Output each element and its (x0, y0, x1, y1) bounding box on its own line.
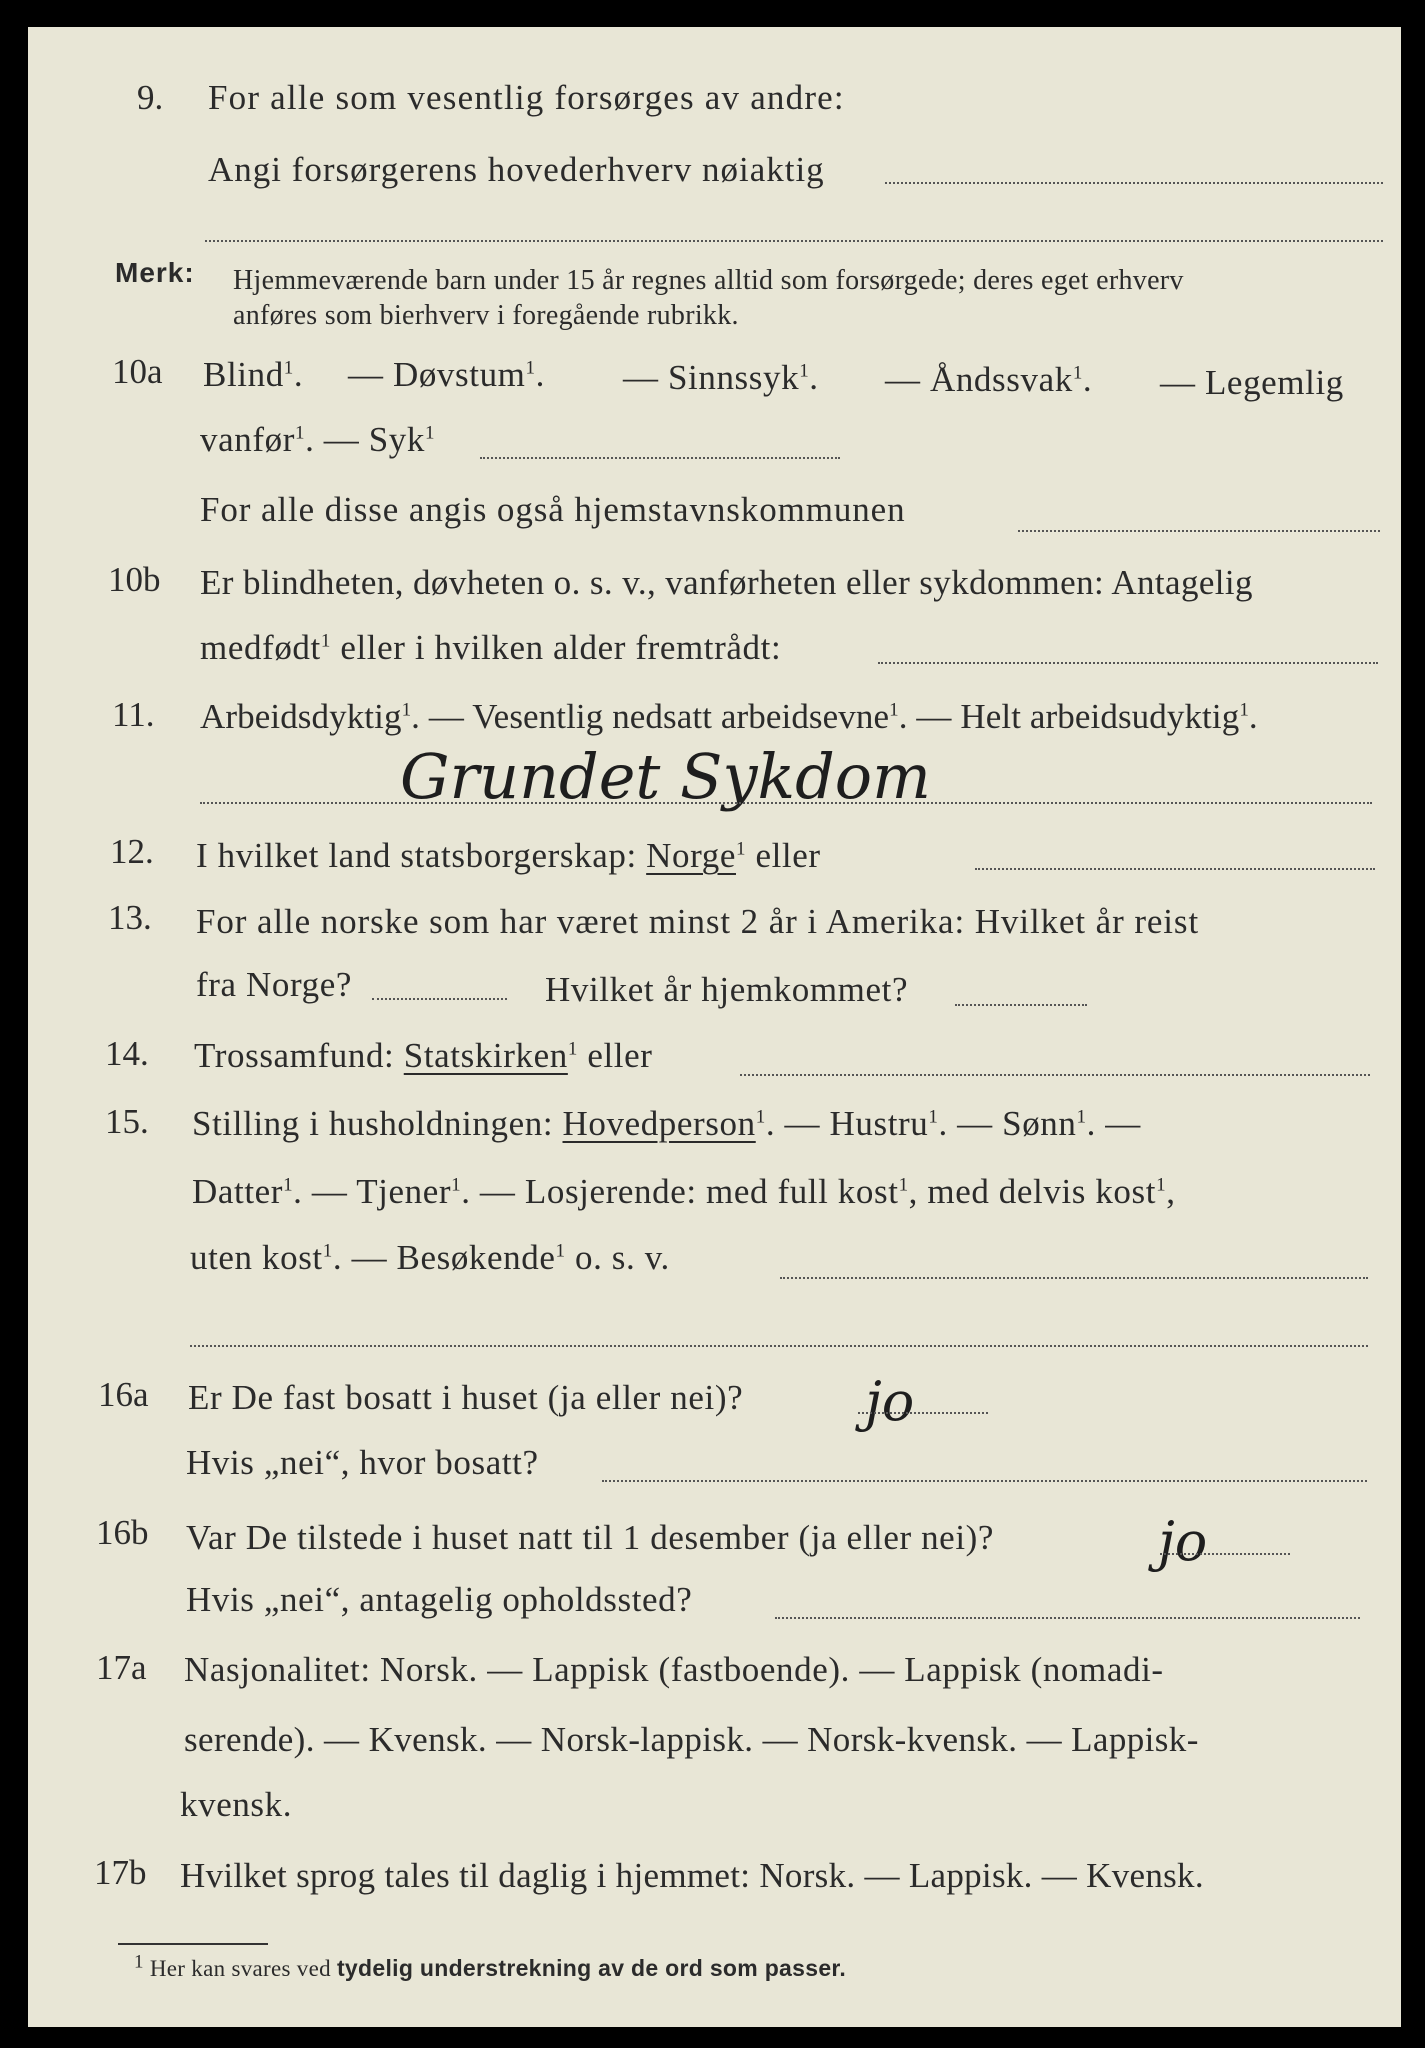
q9-line2: Angi forsørgerens hovederhverv nøiaktig (208, 150, 825, 189)
q16a-line2: Hvis „nei“, hvor bosatt? (186, 1443, 539, 1482)
q9-line1: For alle som vesentlig forsørges av andre: (208, 78, 845, 117)
q11-arbeidsdyktig: Arbeidsdyktig (200, 697, 402, 736)
footnote-bold: tydelig understrekning av de ord som passer. (336, 1955, 847, 1981)
q10b-medfodt: medfødt (200, 628, 321, 667)
q17a-line2: serende). — Kvensk. — Norsk-lappisk. — Norsk-kvensk. — Lappisk- (184, 1720, 1199, 1759)
q10a-vanfor: vanfør (200, 420, 295, 459)
sup-mark: 1 (451, 1174, 462, 1196)
sup-mark: 1 (898, 1174, 909, 1196)
q10a-sinnssyk-text: — Sinnssyk (623, 358, 800, 397)
q15-losjerende: . — Losjerende: med full kost (461, 1172, 899, 1211)
sup-mark: 1 (1156, 1174, 1167, 1196)
q16a-handwritten-answer: jo (865, 1370, 915, 1433)
q12-norge: Norge (646, 836, 736, 875)
q16a-number: 16a (98, 1375, 149, 1414)
q15-delvis: , med delvis kost (908, 1172, 1157, 1211)
q10b-answer-line (878, 662, 1378, 664)
q15-uten: uten kost (190, 1238, 323, 1277)
q10a-syk-line (480, 457, 840, 459)
sup-mark: 1 (755, 1106, 766, 1128)
q16a-line1: Er De fast bosatt i huset (ja eller nei)? (188, 1378, 744, 1417)
q13-fra-line (372, 998, 507, 1000)
q16b-line2: Hvis „nei“, antagelig opholdssted? (186, 1580, 693, 1619)
q16b-handwritten-answer: jo (1158, 1510, 1208, 1573)
q15-pre: Stilling i husholdningen: (192, 1104, 554, 1143)
q17a-line1: Nasjonalitet: Norsk. — Lappisk (fastboende). — Lappisk (nomadi- (184, 1650, 1164, 1689)
q10a-line3: For alle disse angis også hjemstavnskommunen (200, 490, 906, 529)
q13-hjem: Hvilket år hjemkommet? (545, 970, 909, 1009)
merk-label: Merk: (115, 257, 195, 288)
q14-statskirken: Statskirken (403, 1036, 568, 1075)
q15-comma: , (1166, 1172, 1176, 1211)
q15-number: 15. (105, 1102, 149, 1141)
q10a-line2: vanfør$^1$. — Syk$^1$ (200, 420, 436, 459)
sup-mark: 1 (294, 422, 306, 444)
q15-datter: Datter (192, 1172, 284, 1211)
q10a-sinnssyk: — Sinnssyk$^1$. (623, 358, 819, 397)
q12-eller: eller (755, 836, 821, 875)
q11-answer-line (200, 802, 1372, 804)
q14-number: 14. (105, 1034, 149, 1073)
q10a-andssvak: — Åndssvak$^1$. (885, 360, 1093, 399)
q13-fra: fra Norge? (196, 965, 352, 1004)
q10a-syk: — Syk (323, 420, 425, 459)
sup-mark: 1 (322, 1240, 333, 1262)
q15-answer-line-2 (190, 1345, 1368, 1347)
q16b-opholdssted-line (775, 1617, 1360, 1619)
sup-mark: 1 (525, 357, 536, 379)
sup-mark: 1 (1072, 362, 1083, 384)
q17b-number: 17b (94, 1853, 147, 1892)
q15-hovedperson: Hovedperson (562, 1104, 756, 1143)
sup-mark: 1 (283, 357, 294, 379)
sup-mark: 1 (1076, 1106, 1087, 1128)
sup-mark: 1 (320, 630, 331, 652)
q10a-number: 10a (112, 352, 163, 391)
q13-line1: For alle norske som har været minst 2 år i Amerika: Hvilket år reist (196, 902, 1200, 941)
q14-eller: eller (587, 1036, 653, 1075)
q10a-dovstum: — Døvstum$^1$. (348, 355, 545, 394)
q11-handwritten-answer: Grundet Sykdom (400, 740, 931, 813)
q10a-line1: Blind$^1$. (203, 355, 304, 394)
sup-mark: 1 (401, 699, 412, 721)
footnote (134, 1951, 847, 1982)
q10a-andssvak-text: — Åndssvak (885, 360, 1073, 399)
q15-dash: . — (1086, 1104, 1141, 1143)
q12-answer-line (975, 868, 1375, 870)
q9-answer-line-2 (205, 240, 1383, 242)
q16b-line1: Var De tilstede i huset natt til 1 desember (ja eller nei)? (186, 1518, 995, 1557)
q15-line3 (190, 1238, 670, 1278)
q15-hustru: . — Hustru (765, 1104, 929, 1143)
q14-answer-line (740, 1074, 1370, 1076)
q10a-legemlig: — Legemlig (1160, 363, 1344, 402)
sup-mark: 1 (736, 838, 747, 860)
footnote-pre: Her kan svares ved (149, 1956, 331, 1981)
sup-mark: 1 (555, 1240, 566, 1262)
q11-vesentlig: . — Vesentlig nedsatt arbeidsevne (411, 697, 890, 736)
q17b-line1: Hvilket sprog tales til daglig i hjemmet: Norsk. — Lappisk. — Kvensk. (180, 1856, 1204, 1895)
q11-line1: Arbeidsdyktig$^1$. — Vesentlig nedsatt arbeidsevne$^1$. — Helt arbeidsudyktig$^1$. (200, 697, 1258, 736)
q16b-number: 16b (96, 1513, 149, 1552)
q10b-line1: Er blindheten, døvheten o. s. v., vanførheten eller sykdommen: Antagelig (200, 563, 1253, 602)
q10b-number: 10b (108, 560, 161, 599)
q10b-rest: eller i hvilken alder fremtrådt: (340, 628, 782, 667)
q14-line (194, 1036, 653, 1076)
q10b-line2 (200, 628, 781, 668)
q15-osv: o. s. v. (574, 1238, 670, 1277)
q9-answer-line-1 (885, 182, 1383, 184)
q15-besokende: . — Besøkende (332, 1238, 556, 1277)
q14-pre: Trossamfund: (194, 1036, 395, 1075)
merk-line2: anføres som bierhverv i foregående rubrikk. (233, 300, 739, 331)
q11-number: 11. (112, 695, 155, 734)
q12-pre: I hvilket land statsborgerskap: (196, 836, 637, 875)
q16a-bosatt-line (602, 1480, 1367, 1482)
q16a-answer-line (858, 1412, 988, 1414)
footnote-rule (118, 1943, 268, 1945)
sup-mark: 1 (567, 1038, 578, 1060)
q17a-line3: kvensk. (180, 1785, 293, 1824)
q15-tjener: . — Tjener (293, 1172, 452, 1211)
q12-number: 12. (110, 832, 154, 871)
sup-mark: 1 (928, 1106, 939, 1128)
q15-sonn: . — Sønn (938, 1104, 1077, 1143)
q13-number: 13. (108, 898, 152, 937)
q10a-blind: Blind (203, 355, 284, 394)
q11-helt: . — Helt arbeidsudyktig (898, 697, 1240, 736)
merk-line1: Hjemmeværende barn under 15 år regnes alltid som forsørgede; deres eget erhverv (233, 265, 1184, 296)
q13-hjem-line (955, 1004, 1087, 1006)
q12-line (196, 836, 821, 876)
footnote-mark: 1 (134, 1951, 144, 1973)
q10a-answer-line (1018, 530, 1380, 532)
q17a-number: 17a (96, 1648, 147, 1687)
q10a-dovstum-text: — Døvstum (348, 355, 526, 394)
q16b-answer-line (1160, 1553, 1290, 1555)
sup-mark: 1 (424, 422, 436, 444)
sup-mark: 1 (1239, 699, 1249, 721)
sup-mark: 1 (889, 699, 899, 721)
sup-mark: 1 (799, 360, 810, 382)
sup-mark: 1 (283, 1174, 294, 1196)
q15-answer-line-1 (780, 1277, 1368, 1279)
q15-line1 (192, 1104, 1141, 1144)
q9-number: 9. (137, 78, 164, 117)
q15-line2 (192, 1172, 1176, 1212)
